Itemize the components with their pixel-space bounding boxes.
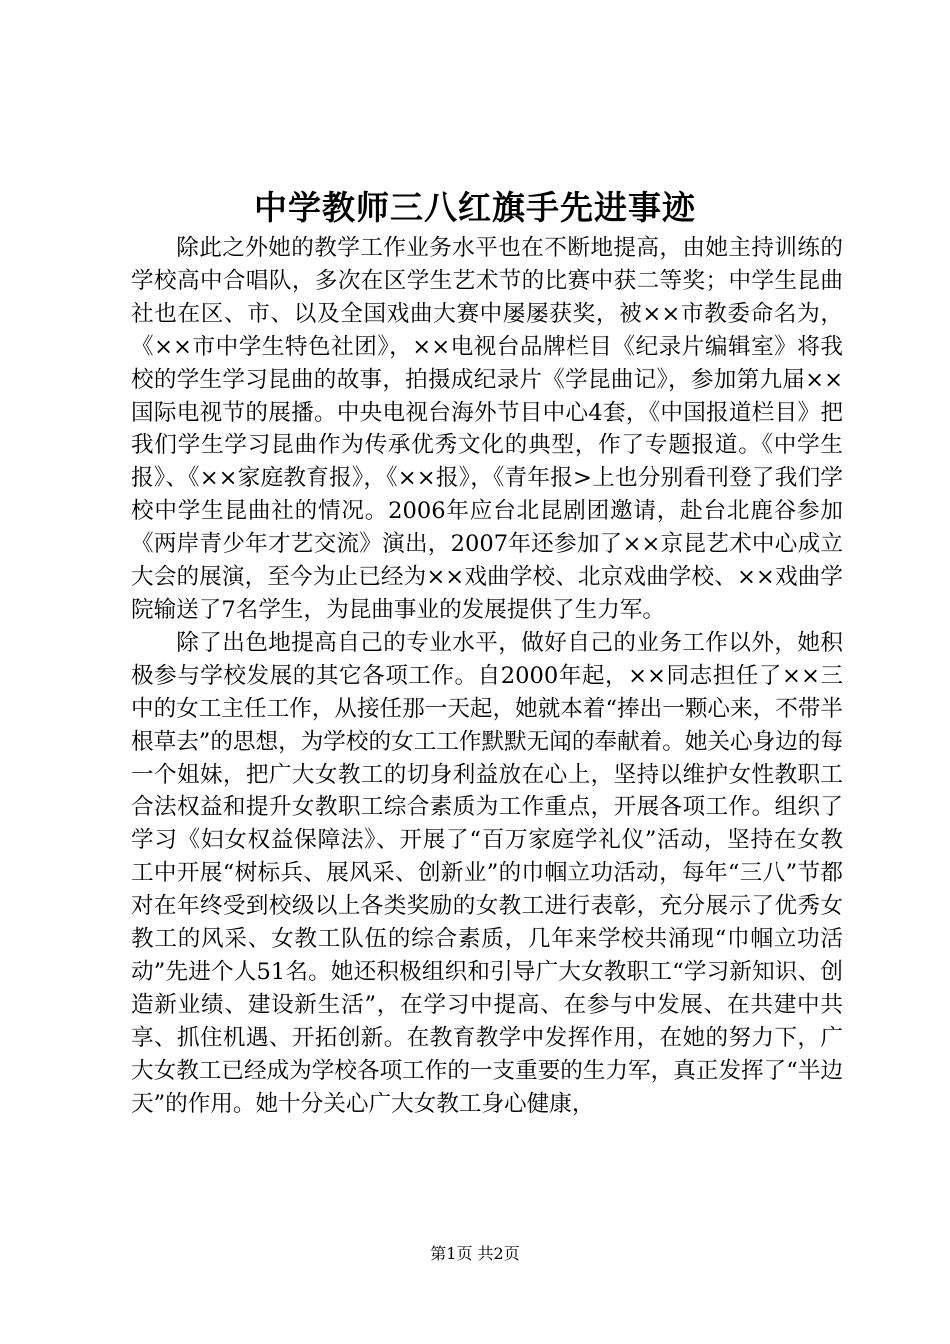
page-footer: 第1页 共2页 bbox=[430, 1244, 520, 1263]
document-title: 中学教师三八红旗手先进事迹 bbox=[254, 188, 696, 227]
body-paragraph-2: 除了出色地提高自己的专业水平，做好自己的业务工作以外，她积极参与学校发展的其它各项工作。自2000年起，××同志担任了××三中的女工主任工作，从接任那一天起，她就本着“捧出一颗心来，不带半根草去”的思想，为学校的女工工作默默无闻的奉献着。她关心身边的每一个姐妹，把广大女教工的切身利益放在心上，坚持以维护女性教职工合法权益和提升女教职工综合素质为工作重点，开展各项工作。组织了学习《妇女权益保障法》、开展了“百万家庭学礼仪”活动，坚持在女教工中开展“树标兵、展风采、创新业”的巾帼立功活动，每年“三八”节都对在年终受到校级以上各类奖励的女教工进行表彰，充分展示了优秀女教工的风采、女教工队伍的综合素质，几年来学校共涌现“巾帼立功活动”先进个人51名。她还积极组织和引导广大女教职工“学习新知识、创造新业绩、建设新生活”，在学习中提高、在参与中发展、在共建中共享、抓住机遇、开拓创新。在教育教学中发挥作用，在她的努力下，广大女教工已经成为学校各项工作的一支重要的生力军，真正发挥了“半边天”的作用。她十分关心广大女教工身心健康， bbox=[131, 629, 843, 1117]
body-paragraph-1: 除此之外她的教学工作业务水平也在不断地提高，由她主持训练的学校高中合唱队，多次在区学生艺术节的比赛中获二等奖；中学生昆曲社也在区、市、以及全国戏曲大赛中屡屡获奖，被××市教委命名为，《××市中学生特色社团》，××电视台品牌栏目《纪录片编辑室》将我校的学生学习昆曲的故事，拍摄成纪录片《学昆曲记》，参加第九届××国际电视节的展播。中央电视台海外节目中心4套，《中国报道栏目》把我们学生学习昆曲作为传承优秀文化的典型，作了专题报道。《中学生报》、《××家庭教育报》，《××报》，《青年报>上也分别看刊登了我们学校中学生昆曲社的情况。2006年应台北昆剧团邀请，赴台北鹿谷参加《两岸青少年才艺交流》演出，2007年还参加了××京昆艺术中心成立大会的展演，至今为止已经为××戏曲学校、北京戏曲学校、××戏曲学院输送了7名学生，为昆曲事业的发展提供了生力军。 bbox=[131, 235, 843, 623]
document-body bbox=[131, 232, 843, 1120]
